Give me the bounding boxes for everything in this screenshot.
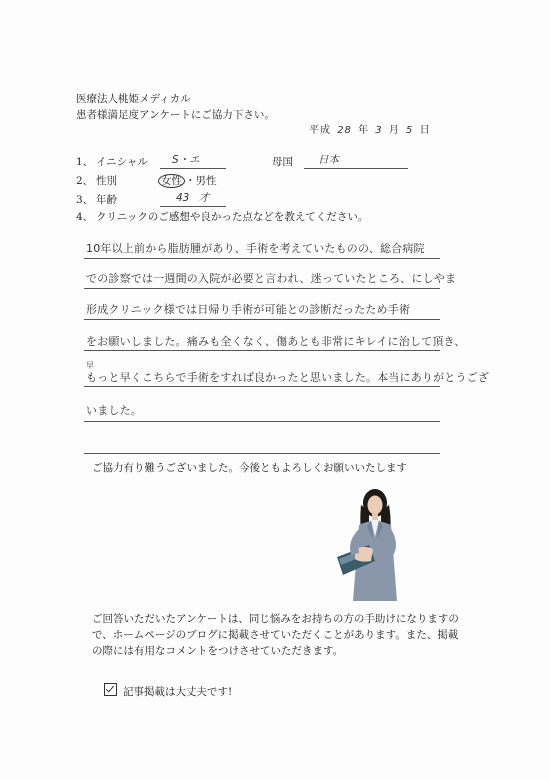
answer-line-4: をお願いしました。痛みも全くなく、傷あとも非常にキレイに治して頂き、 (86, 335, 466, 348)
gender-female-option: 女性 (158, 174, 185, 188)
consent-checkbox-row (104, 683, 232, 699)
field-question-label: クリニックのご感想や良かった点などを教えてください。 (96, 211, 369, 223)
field-initials-label: イニシャル (96, 156, 148, 168)
age-unit: 才 (198, 192, 210, 204)
answer-line-6: いました。 (86, 404, 142, 417)
date-day-label: 日 (419, 125, 431, 136)
date-year-label: 年 (358, 125, 370, 136)
closing-message: ご協力有り難うございました。今後ともよろしくお願いいたします (92, 462, 407, 474)
field-gender-label: 性別 (96, 175, 117, 187)
organization-name: 医療法人桃姫メディカル (76, 93, 191, 105)
staff-illustration (325, 483, 425, 603)
answer-line-2: での診察では一週間の入院が必要と言われ、迷っていたところ、にしやま (86, 272, 457, 285)
survey-date (309, 124, 431, 137)
answer-line-3: 形成クリニック様では日帰り手術が可能との診断だったため手術 (86, 303, 411, 316)
field-question-number: 4、 (76, 211, 94, 223)
answer-rule-1 (84, 258, 440, 259)
answer-rule-7 (84, 453, 440, 454)
initials-value: S・エ (172, 154, 200, 166)
country-underline (304, 168, 408, 169)
answer-rule-6 (84, 421, 440, 422)
answer-rule-5 (84, 386, 440, 387)
gender-separator: ・ (185, 175, 196, 187)
date-month: 3 (375, 125, 383, 136)
survey-request: 患者様満足度アンケートにご協力下さい。 (76, 109, 275, 121)
field-age-number: 3、 (76, 194, 94, 206)
answer-rule-3 (84, 319, 440, 320)
date-year: 28 (337, 125, 352, 136)
field-age-label: 年齢 (96, 194, 117, 206)
answer-rule-2 (84, 288, 440, 289)
date-month-label: 月 (388, 125, 400, 136)
date-era: 平成 (309, 125, 331, 136)
answer-line-1: 10年以上前から脂肪腫があり、手術を考えていたものの、総合病院 (86, 242, 425, 255)
gender-options (158, 174, 217, 188)
initials-underline (160, 168, 226, 169)
field-gender-number: 2、 (76, 175, 94, 187)
date-day: 5 (406, 125, 414, 136)
answer-rule-4 (84, 350, 440, 351)
gender-male-option: 男性 (195, 175, 217, 187)
age-underline (160, 206, 226, 207)
publication-notice: ご回答いただいたアンケートは、同じ悩みをお持ちの方の手助けになりますので、ホームページのブログに掲載させていただくことがあります。また、掲載の際には有用なコメントをつけさせていただきます。 (92, 613, 459, 657)
consent-label: 記事掲載は大丈夫です! (123, 686, 233, 698)
checkbox-checked-icon[interactable] (104, 683, 117, 696)
answer-insert-mark: 早 (86, 361, 94, 370)
field-initials-number: 1、 (76, 156, 94, 168)
country-value: 日本 (318, 154, 339, 166)
age-number: 43 (176, 192, 190, 204)
answer-line-5: もっと早くこちらで手術をすれば良かったと思いました。本当にありがとうござ (86, 371, 490, 384)
field-country-label: 母国 (272, 156, 293, 168)
age-value (176, 192, 209, 205)
